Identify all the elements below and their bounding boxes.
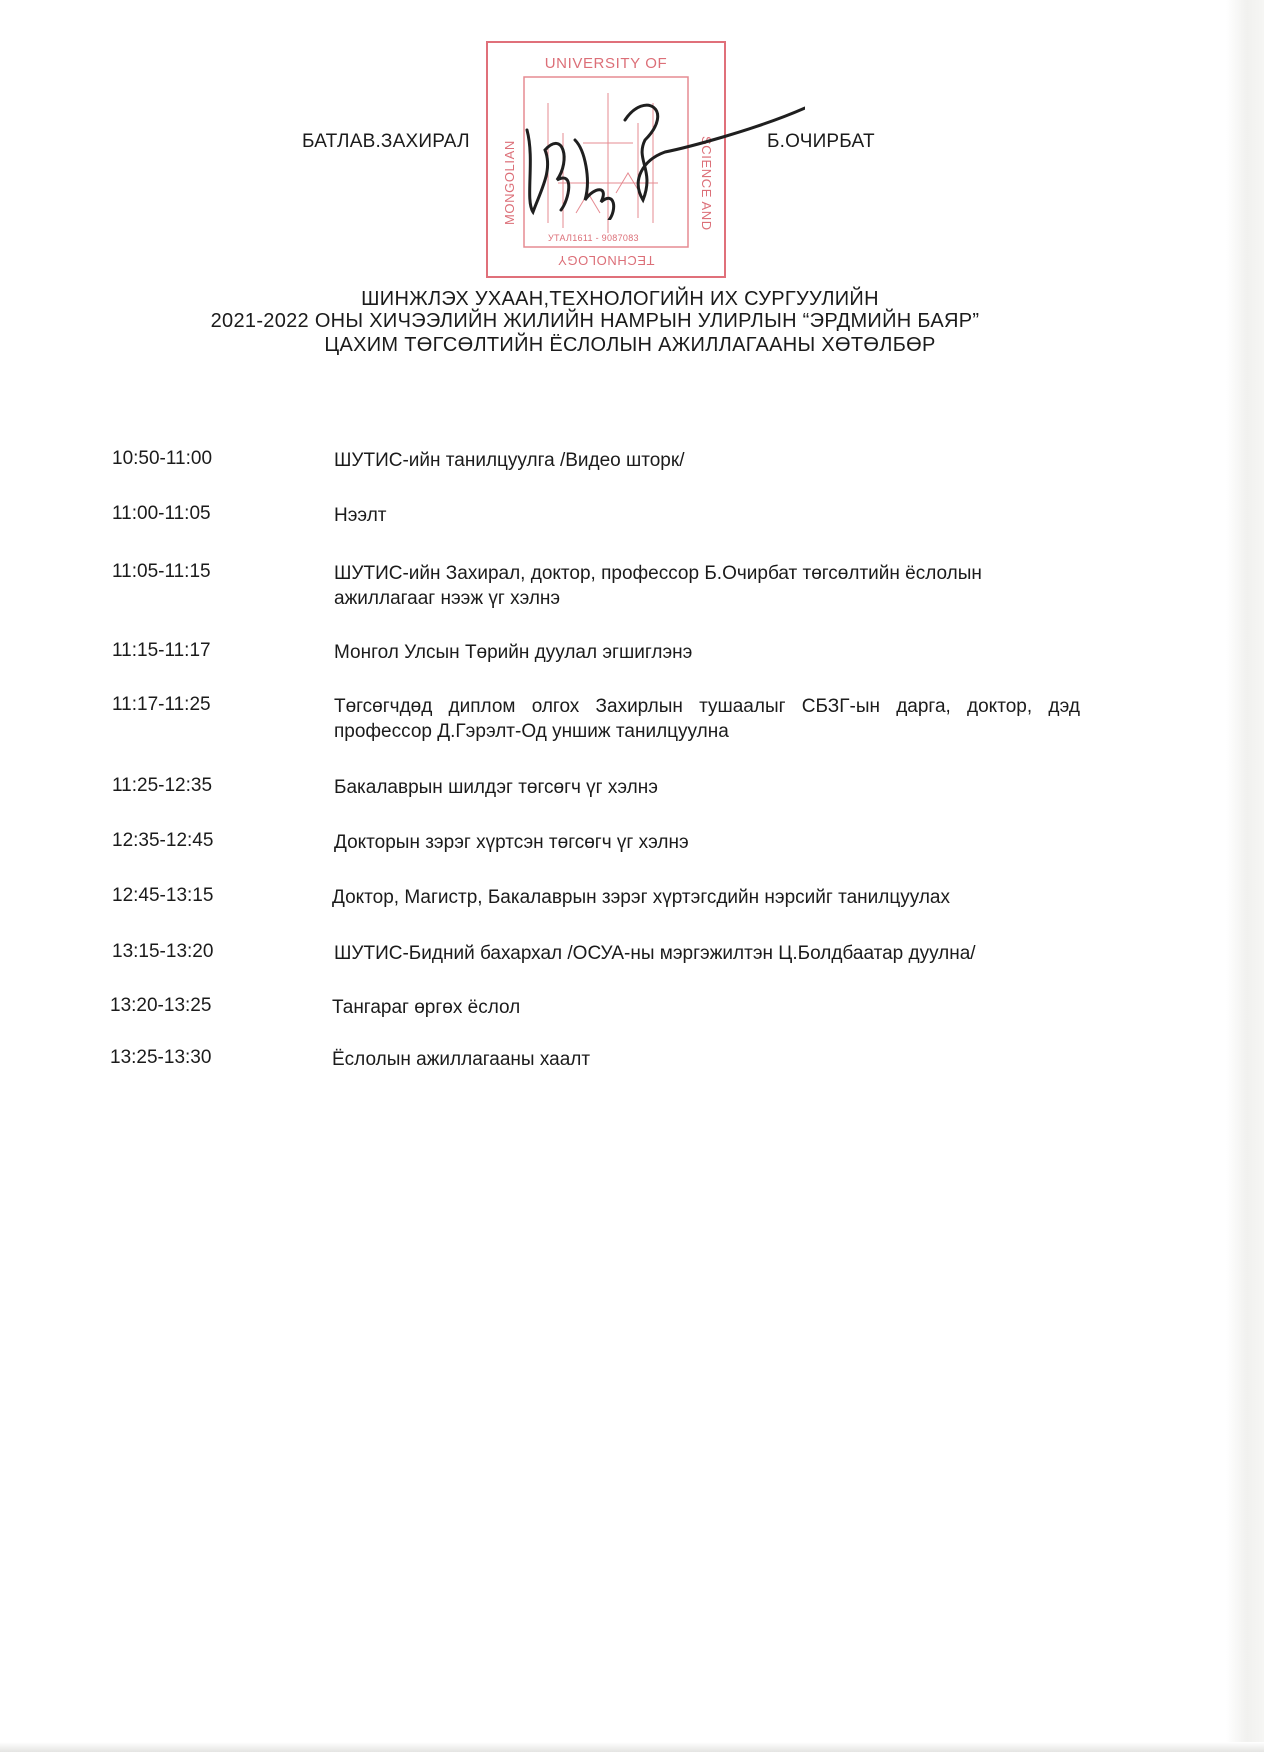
schedule-time: 11:05-11:15	[112, 561, 211, 582]
schedule-time: 12:35-12:45	[112, 830, 214, 851]
doc-title-line-3: ЦАХИМ ТӨГСӨЛТИЙН ЁСЛОЛЫН АЖИЛЛАГААНЫ ХӨТӨЛБӨР	[324, 334, 936, 356]
schedule-text: Төгсөгчдөд диплом олгох Захирлын тушаалыг СБЗГ-ын дарга, доктор, дэд профессор Д.Гэрэлт-Од уншиж танилцуулна	[334, 696, 1080, 742]
schedule-text: Монгол Улсын Төрийн дуулал эгшиглэнэ	[334, 642, 693, 663]
schedule-text: Тангараг өргөх ёслол	[332, 997, 521, 1018]
approval-label: БАТЛАВ.ЗАХИРАЛ	[302, 131, 470, 152]
seal-text-bottom: TECHNOLOGY	[557, 253, 655, 268]
schedule-time: 11:17-11:25	[112, 694, 211, 715]
scan-bottom-edge	[0, 1742, 1264, 1752]
seal-text-top: UNIVERSITY OF	[544, 55, 668, 72]
seal-registration: УТАЛ1611 - 9087083	[548, 233, 639, 243]
seal-text-left: MONGOLIAN	[502, 140, 517, 226]
schedule-text: ШУТИС-ийн танилцуулга /Видео шторк/	[334, 450, 685, 471]
handwritten-signature	[505, 90, 805, 220]
schedule-time: 10:50-11:00	[112, 448, 213, 469]
schedule-time: 11:25-12:35	[112, 775, 213, 796]
seal-text-right: SCIENCE AND	[699, 135, 714, 231]
schedule-text: Доктор, Магистр, Бакалаврын зэрэг хүртэгсдийн нэрсийг танилцуулах	[332, 887, 950, 908]
approver-name: Б.ОЧИРБАТ	[767, 131, 875, 152]
schedule-time: 11:00-11:05	[112, 503, 211, 524]
scan-page-edge	[1226, 0, 1264, 1752]
schedule-text: Бакалаврын шилдэг төгсөгч үг хэлнэ	[334, 777, 658, 798]
schedule-time: 13:25-13:30	[110, 1047, 212, 1068]
schedule-text: Докторын зэрэг хүртсэн төгсөгч үг хэлнэ	[334, 832, 689, 853]
doc-title-line-2: 2021-2022 ОНЫ ХИЧЭЭЛИЙН ЖИЛИЙН НАМРЫН УЛИРЛЫН “ЭРДМИЙН БАЯР”	[210, 310, 980, 332]
schedule-time: 13:20-13:25	[110, 995, 212, 1016]
schedule-time: 11:15-11:17	[112, 640, 211, 661]
schedule-time: 12:45-13:15	[112, 885, 214, 906]
schedule-text: ШУТИС-ийн Захирал, доктор, профессор Б.Очирбат төгсөлтийн ёслолын ажиллагааг нээж үг хэлнэ	[334, 563, 982, 609]
schedule-text: ШУТИС-Бидний бахархал /ОСУА-ны мэргэжилтэн Ц.Болдбаатар дуулна/	[334, 943, 976, 964]
schedule-text: Ёслолын ажиллагааны хаалт	[332, 1049, 591, 1070]
schedule-time: 13:15-13:20	[112, 941, 214, 962]
doc-title-line-1: ШИНЖЛЭХ УХААН,ТЕХНОЛОГИЙН ИХ СУРГУУЛИЙН	[361, 288, 879, 310]
schedule-text: Нээлт	[334, 505, 387, 526]
